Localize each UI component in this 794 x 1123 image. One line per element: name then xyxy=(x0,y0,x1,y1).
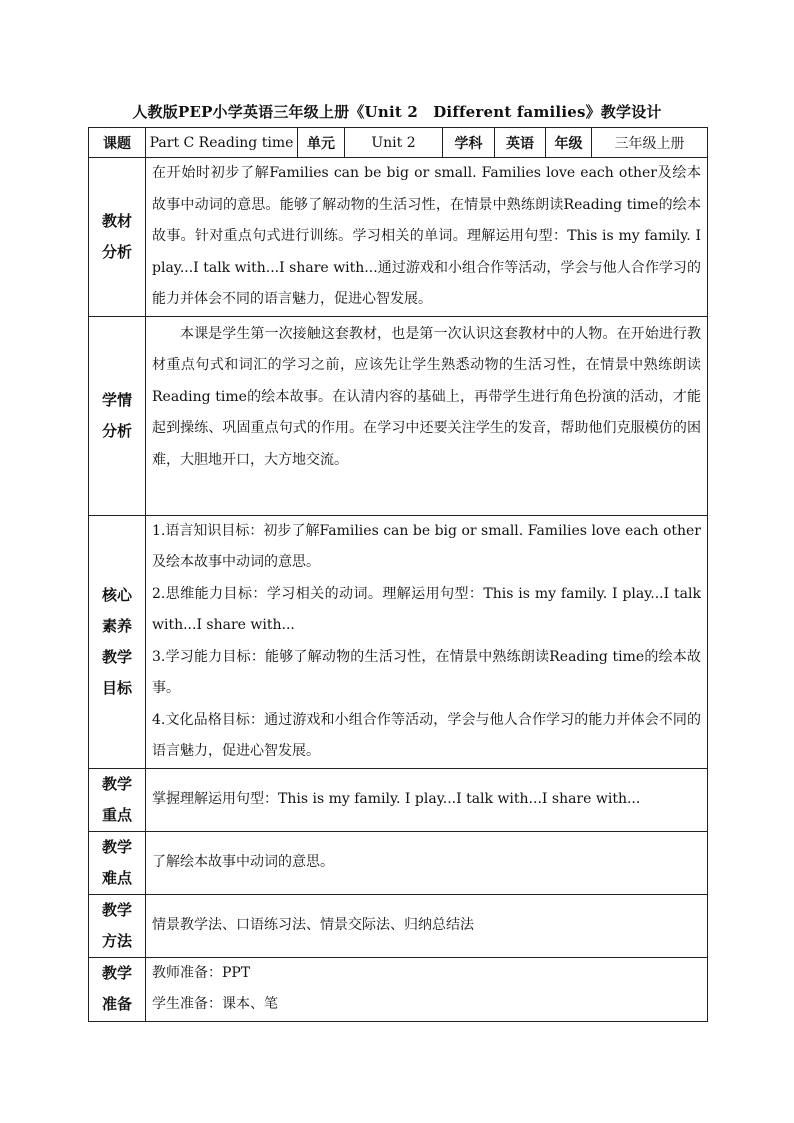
student-prep: 学生准备：课本、笔 xyxy=(152,996,278,1012)
preparation-row xyxy=(89,957,708,1021)
document-title: 人教版PEP小学英语三年级上册《Unit 2 Different families》教学设计 xyxy=(132,103,662,121)
material-analysis-content: 在开始时初步了解Families can be big or small. Families love each other及绘本故事中动词的意思。能够了解动物的生活习性，在情景中熟练朗读Reading time的绘本故事。针对重点句式进行训练。学习相关的单词。理解运用句型：This is my family. I play...I talk with...I share with...通过游戏和小组合作等活动，学会与他人合作学习的能力并体会不同的语言魅力，促进心智发展。 xyxy=(146,158,708,317)
material-analysis-row xyxy=(89,158,708,317)
key-points-label: 教学 重点 xyxy=(89,768,146,831)
topic-value: Part C Reading time xyxy=(146,128,298,158)
objective-4: 4.文化品格目标：通过游戏和小组合作等活动，学会与他人合作学习的能力并体会不同的语言魅力，促进心智发展。 xyxy=(152,711,701,759)
grade-value: 三年级上册 xyxy=(592,128,708,158)
methods-label: 教学 方法 xyxy=(89,894,146,957)
student-analysis-content: 本课是学生第一次接触这套教材，也是第一次认识这套教材中的人物。在开始进行教材重点句式和词汇的学习之前，应该先让学生熟悉动物的生活习性，在情景中熟练朗读Reading time的绘本故事。在认清内容的基础上，再带学生进行角色扮演的活动，才能起到操练、巩固重点句式的作用。在学习中还要关注学生的发音，帮助他们克服模仿的困难，大胆地开口，大方地交流。 xyxy=(146,316,708,515)
grade-label: 年级 xyxy=(546,128,592,158)
material-analysis-label: 教材 分析 xyxy=(89,158,146,317)
preparation-content xyxy=(146,957,708,1021)
objectives-row xyxy=(89,515,708,768)
unit-label: 单元 xyxy=(298,128,345,158)
subject-value: 英语 xyxy=(495,128,546,158)
difficulties-row xyxy=(89,831,708,894)
objective-3: 3.学习能力目标：能够了解动物的生活习性，在情景中熟练朗读Reading time的绘本故事。 xyxy=(152,648,701,696)
student-analysis-label: 学情 分析 xyxy=(89,316,146,515)
methods-row xyxy=(89,894,708,957)
difficulties-content: 了解绘本故事中动词的意思。 xyxy=(146,831,708,894)
objective-2: 2.思维能力目标：学习相关的动词。理解运用句型：This is my family. I play...I talk with...I share with... xyxy=(152,585,701,633)
methods-content: 情景教学法、口语练习法、情景交际法、归纳总结法 xyxy=(146,894,708,957)
topic-label: 课题 xyxy=(89,128,146,158)
lesson-plan-table xyxy=(88,127,708,1022)
subject-label: 学科 xyxy=(443,128,495,158)
key-points-row xyxy=(89,768,708,831)
objective-1: 1.语言知识目标：初步了解Families can be big or small. Families love each other及绘本故事中动词的意思。 xyxy=(152,522,701,570)
key-points-content: 掌握理解运用句型：This is my family. I play...I talk with...I share with... xyxy=(146,768,708,831)
student-analysis-row xyxy=(89,316,708,515)
teacher-prep: 教师准备：PPT xyxy=(152,964,251,981)
unit-value: Unit 2 xyxy=(345,128,443,158)
difficulties-label: 教学 难点 xyxy=(89,831,146,894)
objectives-label: 核心 素养 教学 目标 xyxy=(89,515,146,768)
preparation-label: 教学 准备 xyxy=(89,957,146,1021)
objectives-content xyxy=(146,515,708,768)
header-row xyxy=(89,128,708,158)
